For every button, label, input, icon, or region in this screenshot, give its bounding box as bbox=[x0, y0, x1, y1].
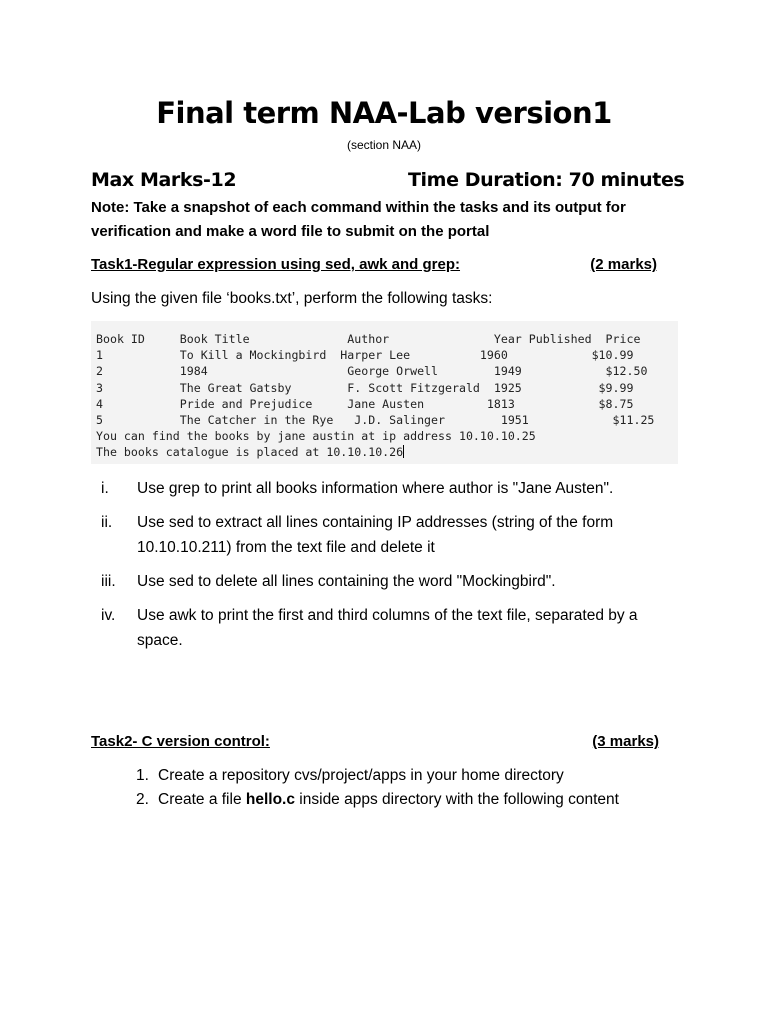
code-line-last bbox=[96, 444, 678, 460]
text-part: Create a file bbox=[158, 791, 246, 808]
code-block bbox=[91, 321, 678, 461]
filename: hello.c bbox=[245, 791, 295, 808]
text-cursor bbox=[403, 445, 404, 458]
code-line: You can find the books by jane austin at ip address 10.10.10.25 bbox=[96, 429, 536, 444]
task2-title: Task2- C version control: bbox=[91, 733, 270, 750]
list-text bbox=[158, 787, 698, 812]
list-number: i. bbox=[101, 480, 109, 497]
note-text: Note: Take a snapshot of each command within the tasks and its output for verification and make a word file to submit on the portal bbox=[91, 199, 626, 240]
books-file-snapshot bbox=[91, 321, 678, 464]
code-line: 3 The Great Gatsby F. Scott Fitzgerald 1925 $9.99 bbox=[96, 380, 634, 395]
list-number: 1. bbox=[136, 767, 149, 784]
page-title: Final term NAA-Lab version1 bbox=[156, 96, 612, 130]
code-line: 4 Pride and Prejudice Jane Austen 1813 $8.75 bbox=[96, 396, 634, 411]
task2-list bbox=[136, 763, 696, 823]
section-subtitle: (section NAA) bbox=[346, 138, 422, 152]
task1-list bbox=[101, 476, 701, 656]
list-text: Use grep to print all books information where author is "Jane Austen". bbox=[137, 480, 614, 497]
code-line: 5 The Catcher in the Rye J.D. Salinger 1951 $11.25 bbox=[96, 413, 655, 428]
list-number: 2. bbox=[136, 791, 149, 808]
list-text: Create a repository cvs/project/apps in your home directory bbox=[158, 767, 564, 784]
list-text: Use sed to delete all lines containing the word "Mockingbird". bbox=[137, 573, 556, 590]
code-line: Book ID Book Title Author Year Published Price bbox=[96, 332, 641, 346]
code-line: 1 To Kill a Mockingbird Harper Lee 1960 $10.99 bbox=[96, 348, 634, 363]
list-number: ii. bbox=[101, 514, 113, 531]
time-duration: Time Duration: 70 minutes bbox=[408, 169, 685, 191]
max-marks: Max Marks-12 bbox=[91, 169, 237, 191]
task1-marks: (2 marks) bbox=[590, 256, 657, 273]
task1-title: Task1-Regular expression using sed, awk and grep: bbox=[91, 256, 461, 273]
task2-heading bbox=[91, 733, 659, 750]
list-number: iv. bbox=[101, 607, 116, 624]
text-part: inside apps directory with the following content bbox=[295, 791, 619, 808]
task1-heading bbox=[91, 256, 657, 273]
code-line: 2 1984 George Orwell 1949 $12.50 bbox=[96, 364, 648, 379]
list-text: Use awk to print the first and third columns of the text file, separated by a space. bbox=[137, 607, 638, 649]
code-line: The books catalogue is placed at 10.10.10.26 bbox=[96, 445, 404, 460]
task1-intro: Using the given file ‘books.txt’, perform the following tasks: bbox=[91, 290, 493, 307]
list-number: iii. bbox=[101, 573, 116, 590]
list-text: Use sed to extract all lines containing IP addresses (string of the form 10.10.10.211) from the text file and delete it bbox=[137, 514, 614, 556]
task2-marks: (3 marks) bbox=[592, 733, 659, 750]
